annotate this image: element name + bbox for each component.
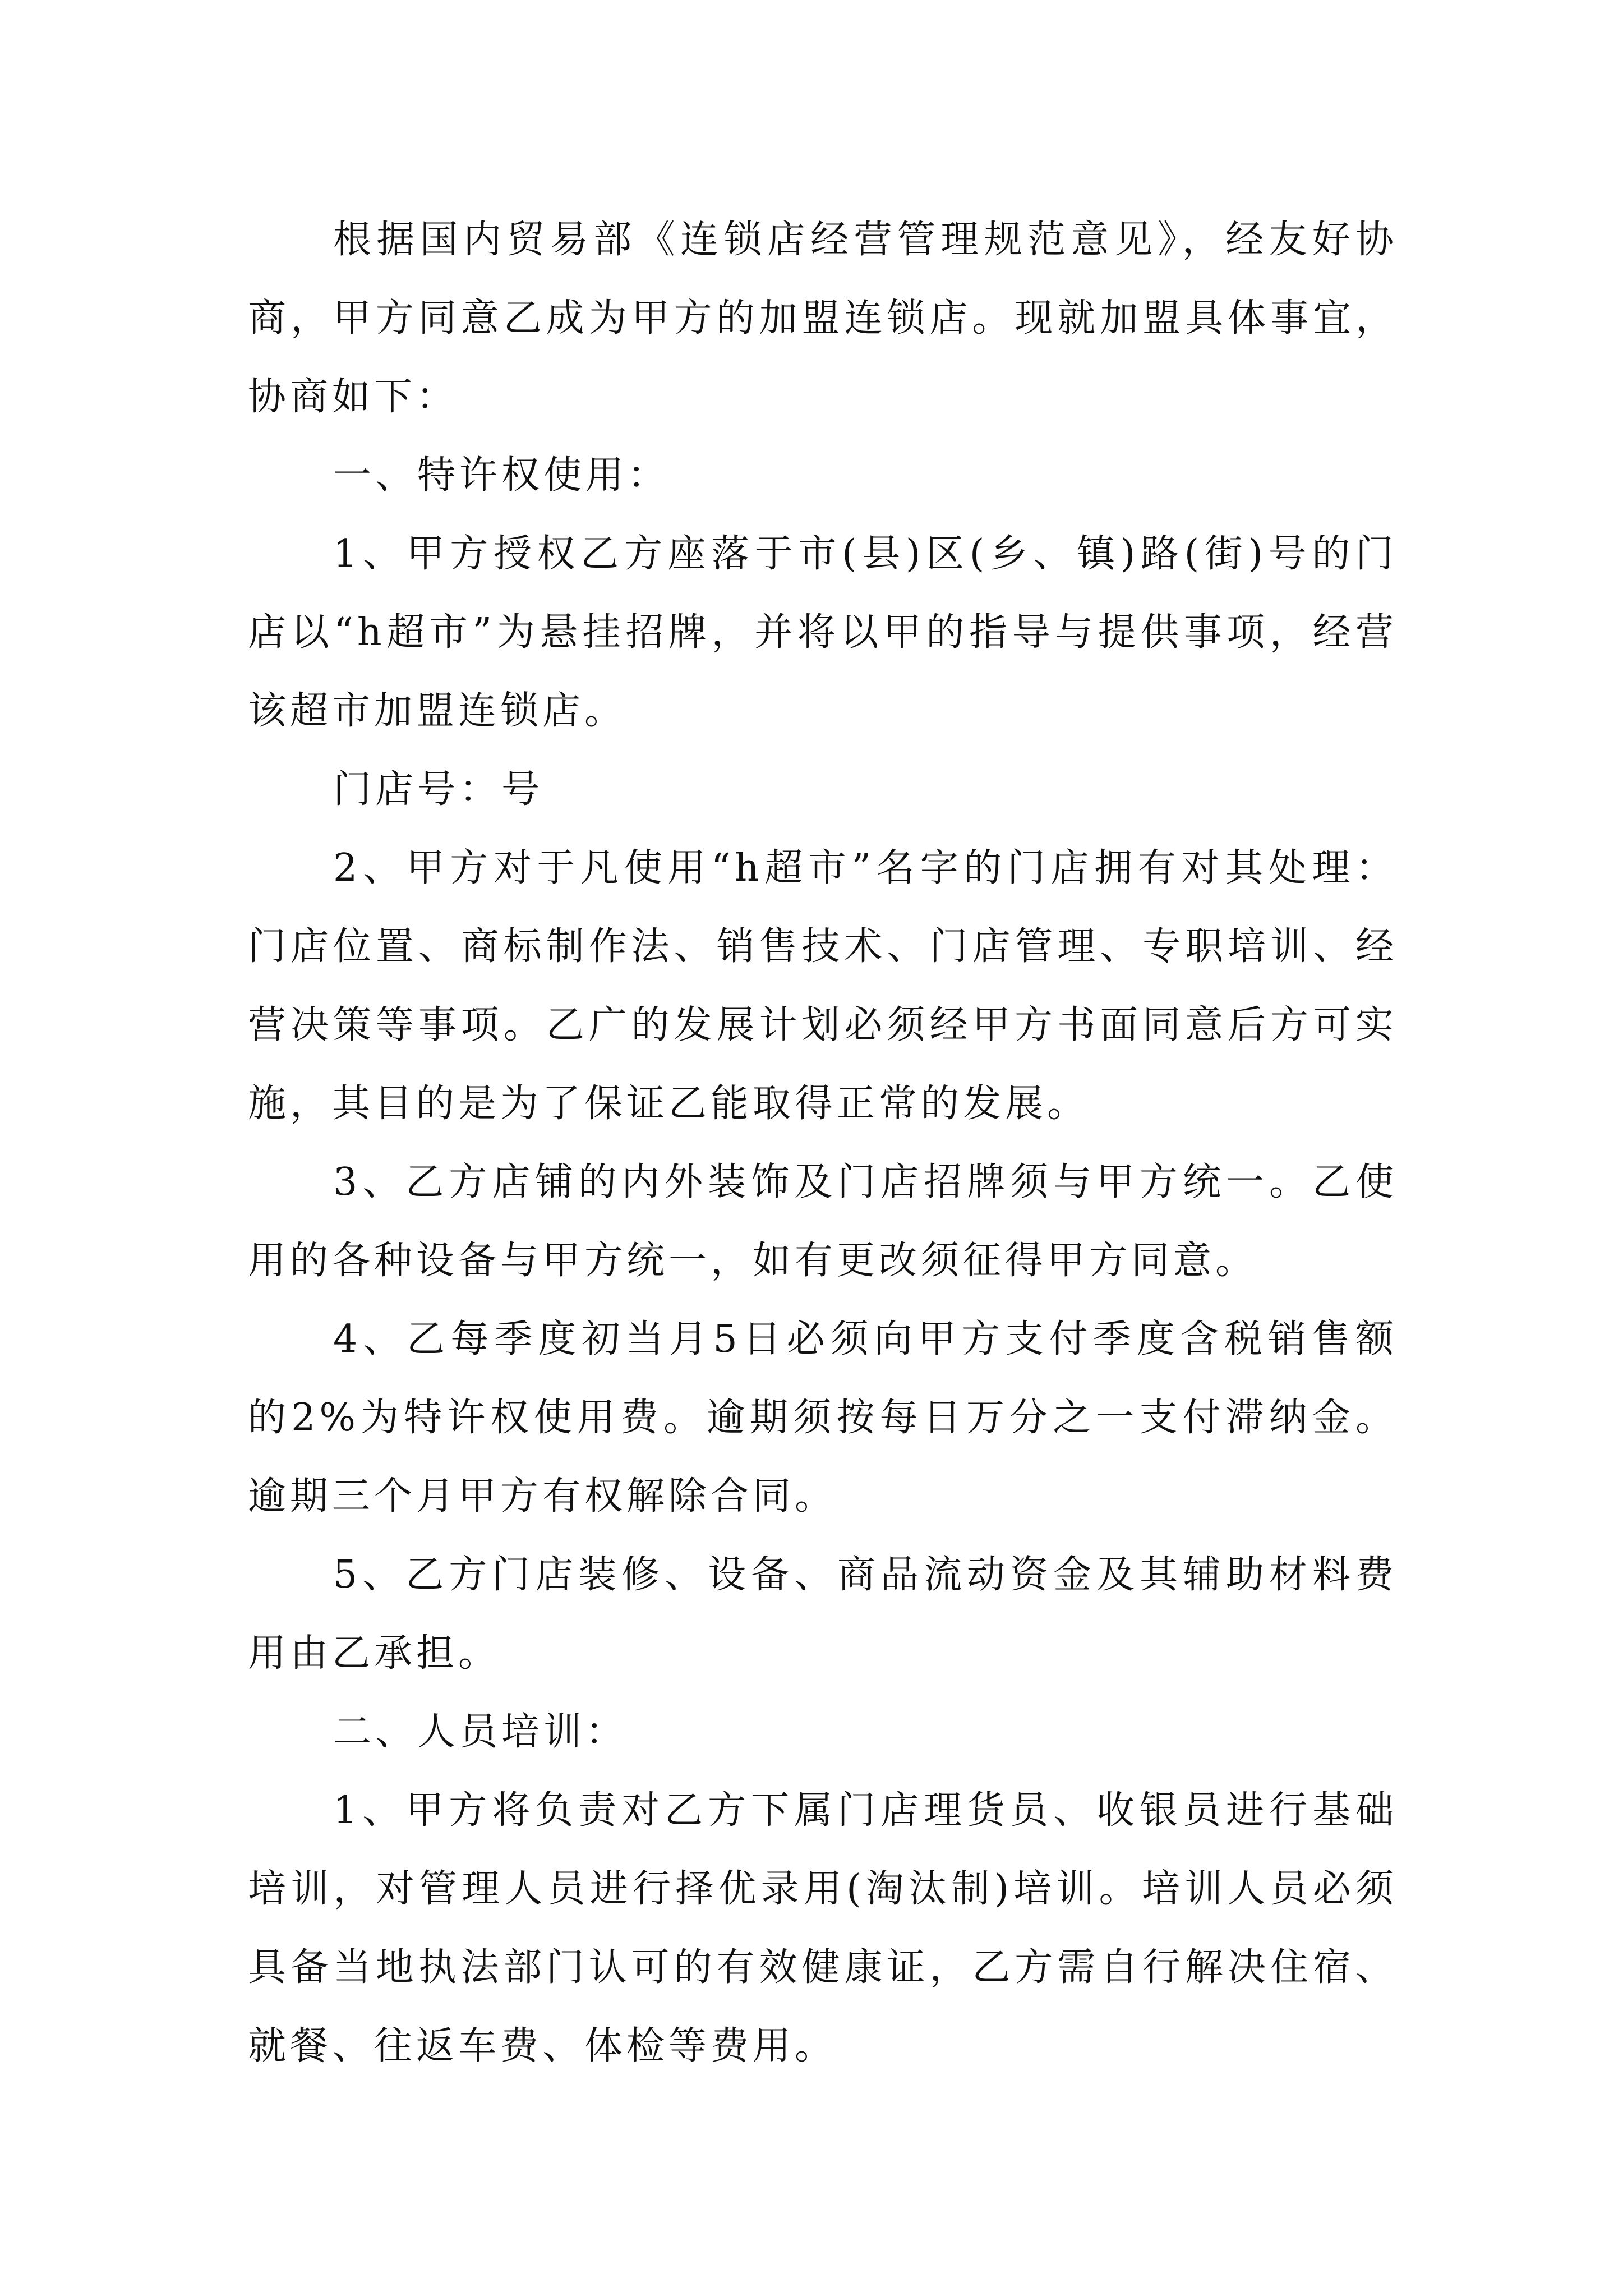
contract-body — [248, 201, 1398, 2086]
clause-1-1: 1、甲方授权乙方座落于市(县)区(乡、镇)路(街)号的门店以“h超市”为悬挂招牌，并将以甲的指导与提供事项，经营该超市加盟连锁店。 — [248, 532, 1398, 733]
section-heading-franchise-rights: 一、特许权使用： — [333, 453, 670, 498]
store-number-line: 门店号：号 — [333, 767, 544, 812]
clause-2-1: 1、甲方将负责对乙方下属门店理货员、收银员进行基础培训，对管理人员进行择优录用(淘汰制)培训。培训人员必须具备当地执法部门认可的有效健康证，乙方需自行解决住宿、就餐、往返车费、体检等费用。 — [248, 1788, 1398, 2068]
clause-1-5: 5、乙方门店装修、设备、商品流动资金及其辅助材料费用由乙承担。 — [248, 1553, 1398, 1676]
paragraph-intro: 根据国内贸易部《连锁店经营管理规范意见》，经友好协商，甲方同意乙成为甲方的加盟连锁店。现就加盟具体事宜，协商如下： — [248, 218, 1398, 419]
clause-1-3: 3、乙方店铺的内外装饰及门店招牌须与甲方统一。乙使用的各种设备与甲方统一，如有更改须征得甲方同意。 — [248, 1160, 1398, 1283]
clause-1-2: 2、甲方对于凡使用“h超市”名字的门店拥有对其处理：门店位置、商标制作法、销售技术、门店管理、专职培训、经营决策等事项。乙广的发展计划必须经甲方书面同意后方可实施，其目的是为了保证乙能取得正常的发展。 — [248, 846, 1398, 1126]
clause-1-4: 4、乙每季度初当月5日必须向甲方支付季度含税销售额的2%为特许权使用费。逾期须按每日万分之一支付滞纳金。逾期三个月甲方有权解除合同。 — [248, 1317, 1398, 1519]
section-heading-training: 二、人员培训： — [333, 1710, 628, 1754]
